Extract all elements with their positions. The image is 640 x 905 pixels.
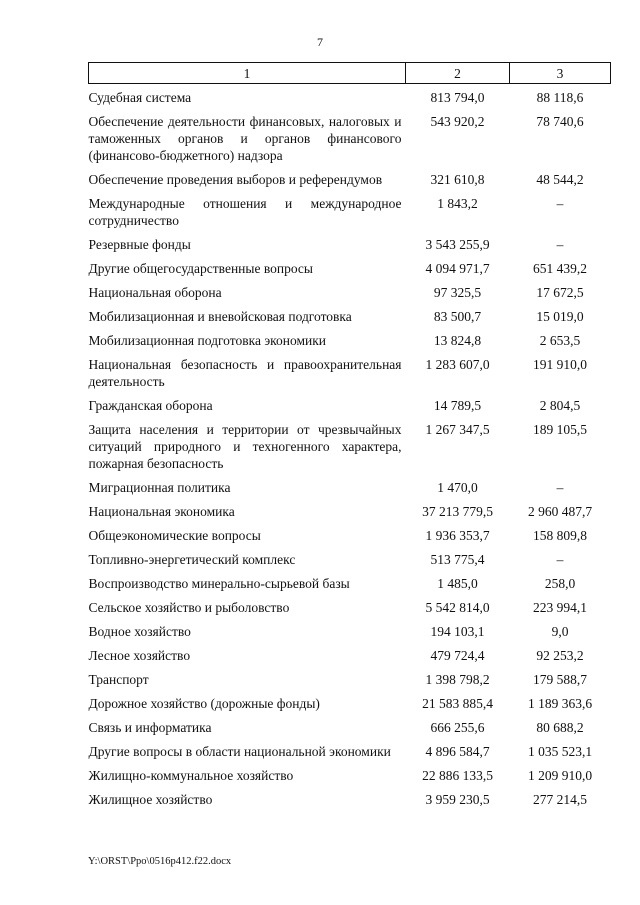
row-value-col2: 1 267 347,5	[425, 422, 490, 437]
row-value-col3: 17 672,5	[536, 285, 584, 300]
table-row	[89, 575, 611, 599]
table-row	[89, 356, 611, 397]
row-label: Обеспечение проведения выборов и референдумов	[88, 172, 383, 187]
row-value-col3: 277 214,5	[533, 792, 587, 807]
row-value-col2: 37 213 779,5	[422, 504, 493, 519]
row-label: Гражданская оборона	[88, 398, 213, 413]
row-label: Дорожное хозяйство (дорожные фонды)	[88, 696, 320, 711]
row-label: Лесное хозяйство	[88, 648, 191, 663]
row-value-col3: –	[556, 480, 564, 495]
header-col-2: 2	[406, 63, 510, 84]
row-value-col3: 2 653,5	[539, 333, 581, 348]
row-value-col3: –	[556, 552, 564, 567]
row-label: Другие общегосударственные вопросы	[88, 261, 313, 276]
table-row	[89, 260, 611, 284]
row-value-col2: 5 542 814,0	[425, 600, 490, 615]
row-value-col3: –	[556, 196, 564, 211]
table-row	[89, 719, 611, 743]
table-row	[89, 284, 611, 308]
row-label: Судебная система	[88, 90, 192, 105]
row-value-col3: 80 688,2	[536, 720, 584, 735]
table-row	[89, 84, 611, 114]
row-value-col3: 92 253,2	[536, 648, 584, 663]
table-row	[89, 332, 611, 356]
row-value-col2: 13 824,8	[433, 333, 482, 348]
table-row	[89, 647, 611, 671]
header-col-1: 1	[89, 63, 406, 84]
row-label: Резервные фонды	[88, 237, 191, 252]
row-value-col3: 2 960 487,7	[527, 504, 593, 519]
row-value-col3: 2 804,5	[539, 398, 581, 413]
table-row	[89, 195, 611, 236]
row-value-col2: 3 959 230,5	[425, 792, 490, 807]
row-value-col2: 513 775,4	[430, 552, 485, 567]
row-label: Мобилизационная подготовка экономики	[88, 333, 327, 348]
row-value-col2: 543 920,2	[430, 114, 485, 129]
row-label: Национальная экономика	[88, 504, 235, 519]
row-value-col2: 1 936 353,7	[425, 528, 490, 543]
footer-file-path: Y:\ORST\Ppo\0516p412.f22.docx	[88, 856, 232, 867]
row-label: Сельское хозяйство и рыболовство	[88, 600, 290, 615]
row-value-col2: 14 789,5	[433, 398, 482, 413]
budget-table	[88, 62, 611, 815]
row-label: Связь и информатика	[88, 720, 212, 735]
row-value-col3: 9,0	[551, 624, 569, 639]
table-row	[89, 599, 611, 623]
row-value-col3: 1 035 523,1	[527, 744, 593, 759]
row-value-col2: 3 543 255,9	[425, 237, 490, 252]
row-label: Жилищное хозяйство	[88, 792, 213, 807]
row-value-col2: 21 583 885,4	[422, 696, 493, 711]
row-label: Другие вопросы в области национальной экономики	[88, 744, 391, 759]
row-label: Защита населения и территории от чрезвычайных ситуаций природного и техногенного характера, пожарная безопасность	[88, 422, 402, 471]
row-value-col2: 479 724,4	[430, 648, 485, 663]
row-label: Международные отношения и международное сотрудничество	[88, 196, 402, 228]
row-label: Топливно-энергетический комплекс	[88, 552, 296, 567]
row-value-col2: 666 255,6	[430, 720, 485, 735]
table-row	[89, 479, 611, 503]
row-label: Обеспечение деятельности финансовых, налоговых и таможенных органов и органов финансового (финансово-бюджетного) надзора	[88, 114, 402, 163]
row-value-col3: –	[556, 237, 564, 252]
page-number: 7	[317, 35, 323, 49]
row-label: Транспорт	[88, 672, 149, 687]
row-value-col3: 191 910,0	[533, 357, 587, 372]
row-value-col3: 223 994,1	[533, 600, 587, 615]
row-value-col3: 1 209 910,0	[527, 768, 593, 783]
row-value-col3: 1 189 363,6	[527, 696, 593, 711]
table-row	[89, 671, 611, 695]
row-label: Национальная оборона	[88, 285, 222, 300]
row-label: Жилищно-коммунальное хозяйство	[88, 768, 294, 783]
header-col-3: 3	[510, 63, 611, 84]
table-row	[89, 236, 611, 260]
table-row	[89, 397, 611, 421]
row-value-col2: 4 896 584,7	[425, 744, 490, 759]
row-value-col2: 97 325,5	[433, 285, 482, 300]
table-row	[89, 421, 611, 479]
table-row	[89, 171, 611, 195]
row-value-col3: 48 544,2	[536, 172, 584, 187]
row-label: Миграционная политика	[88, 480, 231, 495]
table-body	[89, 84, 611, 816]
row-value-col2: 1 843,2	[437, 196, 478, 211]
row-label: Мобилизационная и вневойсковая подготовка	[88, 309, 352, 324]
table-row	[89, 113, 611, 171]
row-value-col2: 83 500,7	[433, 309, 482, 324]
row-value-col3: 158 809,8	[533, 528, 587, 543]
table-row	[89, 503, 611, 527]
row-value-col2: 1 470,0	[437, 480, 478, 495]
row-value-col3: 179 588,7	[533, 672, 587, 687]
row-value-col2: 194 103,1	[430, 624, 485, 639]
table-row	[89, 551, 611, 575]
row-value-col3: 189 105,5	[533, 422, 587, 437]
table-row	[89, 767, 611, 791]
row-label: Водное хозяйство	[88, 624, 191, 639]
table-row	[89, 527, 611, 551]
table-row	[89, 695, 611, 719]
table-row	[89, 623, 611, 647]
row-value-col3: 651 439,2	[533, 261, 587, 276]
row-value-col3: 88 118,6	[536, 90, 584, 105]
row-value-col2: 813 794,0	[430, 90, 485, 105]
table-header	[89, 63, 611, 84]
row-value-col2: 4 094 971,7	[425, 261, 490, 276]
row-label: Общеэкономические вопросы	[88, 528, 261, 543]
row-value-col2: 321 610,8	[430, 172, 485, 187]
row-label: Национальная безопасность и правоохранительная деятельность	[88, 357, 402, 389]
row-label: Воспроизводство минерально-сырьевой базы	[88, 576, 350, 591]
row-value-col2: 1 398 798,2	[425, 672, 490, 687]
row-value-col2: 1 283 607,0	[425, 357, 490, 372]
row-value-col2: 1 485,0	[437, 576, 478, 591]
row-value-col3: 258,0	[544, 576, 576, 591]
table-row	[89, 308, 611, 332]
row-value-col3: 78 740,6	[536, 114, 584, 129]
row-value-col3: 15 019,0	[536, 309, 584, 324]
table-row	[89, 743, 611, 767]
table-row	[89, 791, 611, 815]
row-value-col2: 22 886 133,5	[422, 768, 493, 783]
